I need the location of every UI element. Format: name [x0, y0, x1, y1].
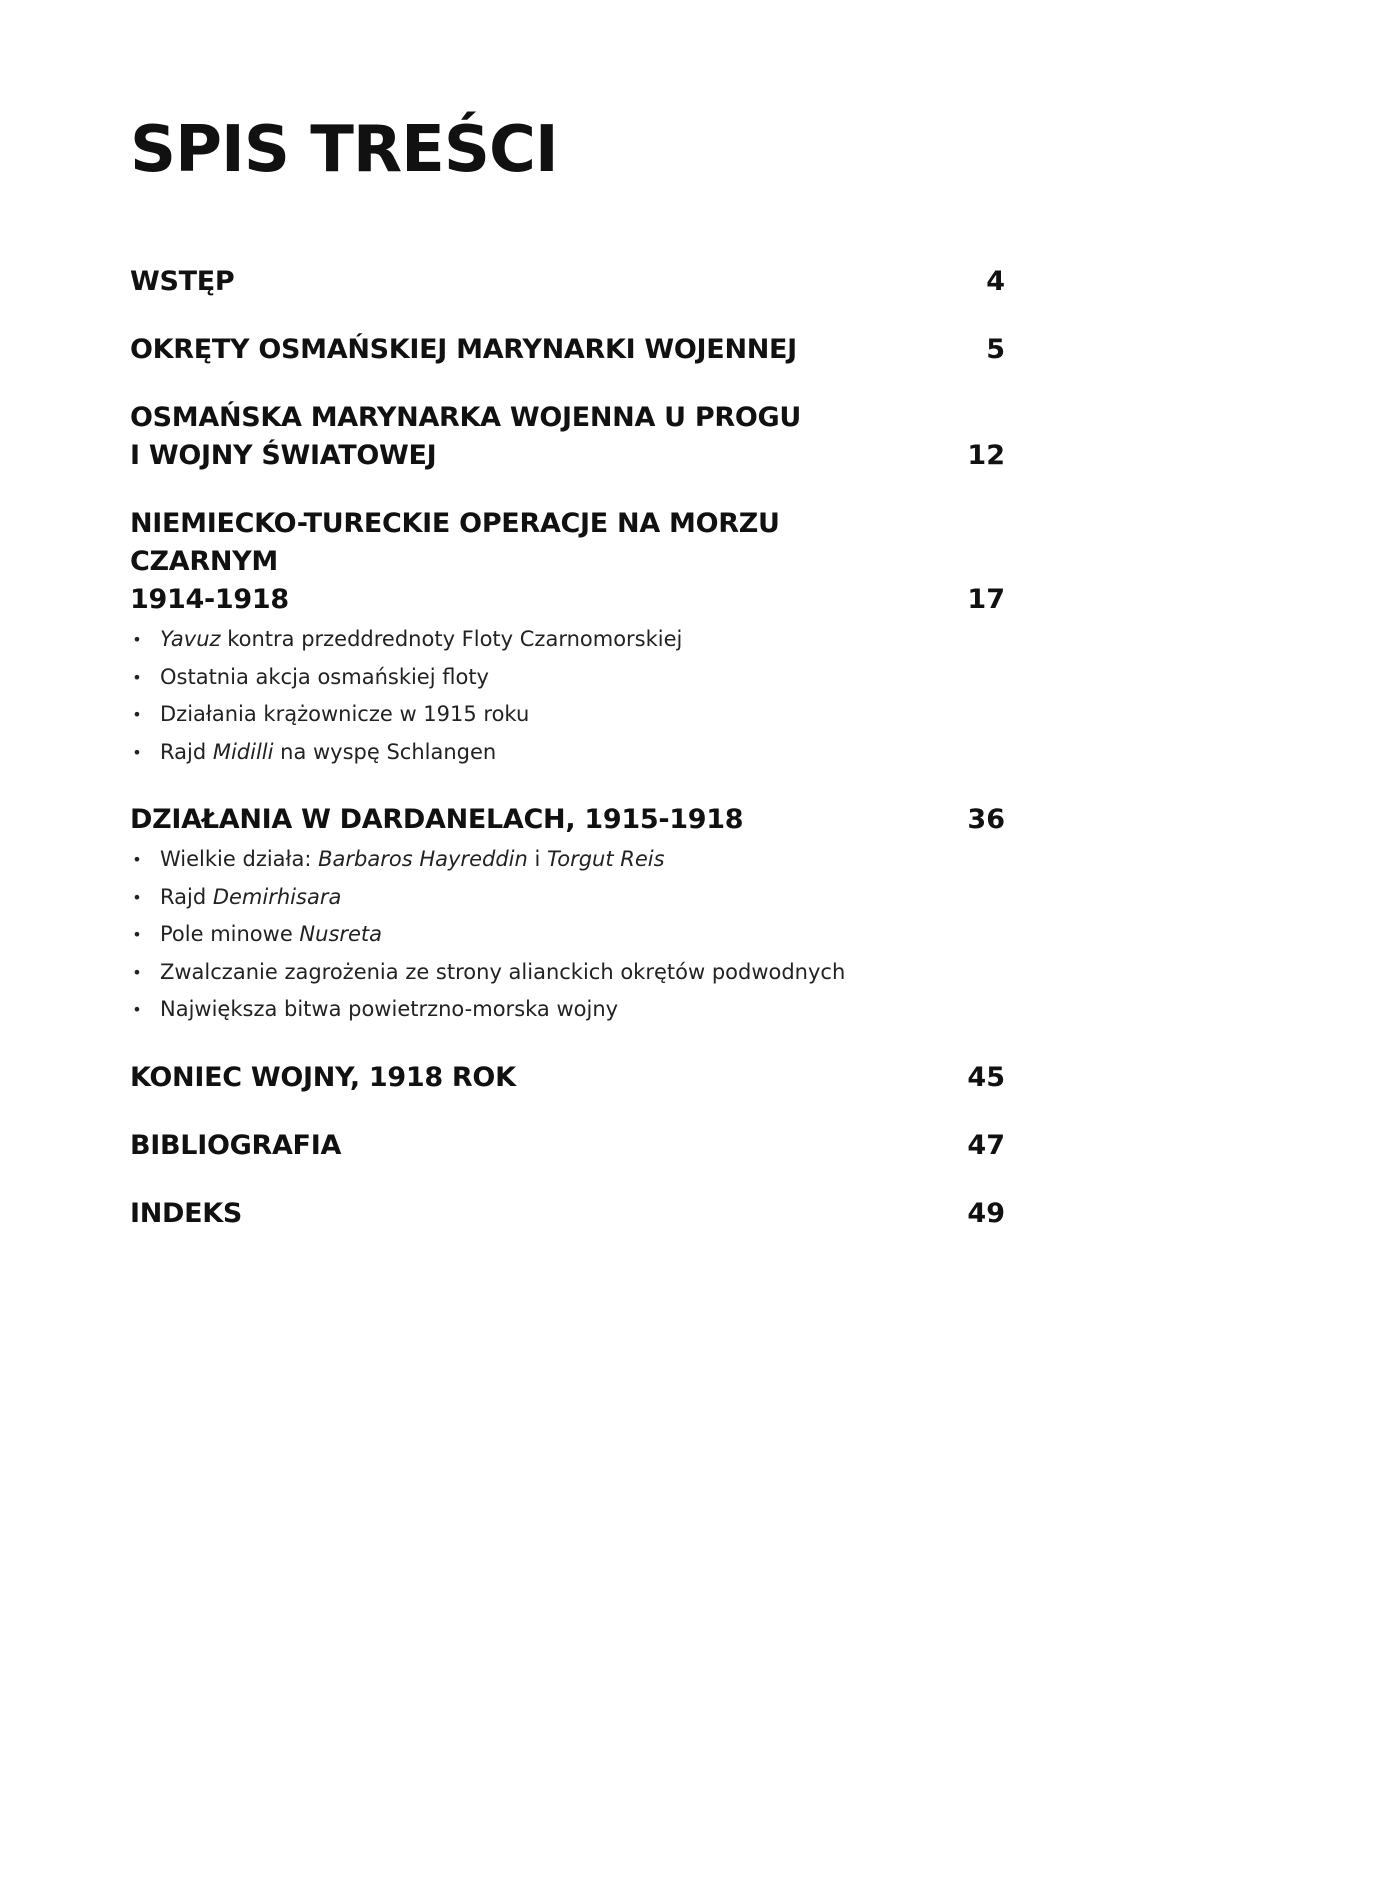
toc-entry-title: DZIAŁANIA W DARDANELACH, 1915-1918 [130, 804, 744, 835]
subsection-text: Rajd [160, 739, 213, 764]
bullet-icon: • [132, 850, 142, 869]
toc-subsection-item[interactable] [130, 879, 1005, 917]
toc-entry-wstep[interactable] [130, 263, 1005, 301]
bullet-icon: • [132, 630, 142, 649]
toc-entry-title: OSMAŃSKA MARYNARKA WOJENNA U PROGU I WOJNY ŚWIATOWEJ [130, 402, 802, 471]
toc-subsection-item[interactable] [130, 991, 1005, 1029]
toc-entry-bibliografia[interactable] [130, 1127, 1005, 1165]
bullet-icon: • [132, 1000, 142, 1019]
toc-entry-row [130, 263, 1005, 301]
toc-entry-row [130, 399, 1005, 475]
toc-subsection-item[interactable] [130, 621, 1005, 659]
bullet-icon: • [132, 667, 142, 687]
toc-entry-row [130, 1127, 1005, 1165]
toc-subsection-list [130, 841, 1005, 1029]
subsection-text: Rajd [160, 884, 213, 909]
toc-entry-row [130, 331, 1005, 369]
toc-entry-title: BIBLIOGRAFIA [130, 1129, 342, 1161]
subsection-text: i [527, 847, 547, 871]
toc-entry-indeks[interactable] [130, 1195, 1005, 1233]
toc-entry-page: 5 [986, 334, 1005, 365]
subsection-text: Działania krążownicze w 1915 roku [160, 702, 530, 726]
bullet-icon: • [132, 742, 142, 762]
ship-name: Yavuz [160, 627, 221, 651]
toc-entry-row [130, 801, 1005, 839]
toc-subsection-item[interactable] [130, 916, 1005, 954]
page-title: SPIS TREŚCI [130, 113, 558, 187]
toc-entry-page: 4 [986, 266, 1005, 297]
toc-subsection-item[interactable] [130, 841, 1005, 879]
bullet-icon: • [132, 887, 142, 907]
bullet-icon: • [132, 925, 142, 944]
toc-entry-page: 49 [967, 1197, 1005, 1229]
ship-name: Torgut Reis [546, 847, 665, 871]
toc-entry-dardanele[interactable] [130, 801, 1005, 1029]
toc-subsection-item[interactable] [130, 734, 1005, 772]
toc-entry-page: 12 [967, 440, 1005, 471]
subsection-text: Wielkie działa: [160, 847, 319, 871]
toc-entry-row [130, 1059, 1005, 1097]
ship-name: Nusreta [299, 922, 383, 946]
subsection-text: Ostatnia akcja osmańskiej floty [160, 664, 489, 689]
bullet-icon: • [132, 705, 142, 724]
toc-entry-page: 47 [967, 1129, 1005, 1161]
toc-entry-u-progu[interactable] [130, 399, 1005, 475]
table-of-contents [130, 263, 1005, 1233]
ship-name: Midilli [212, 739, 274, 764]
toc-entry-title: NIEMIECKO-TURECKIE OPERACJE NA MORZU CZARNYM 1914-1918 [130, 508, 780, 615]
toc-entry-title: WSTĘP [130, 266, 235, 297]
ship-name: Barbaros Hayreddin [318, 847, 528, 871]
toc-subsection-item[interactable] [130, 696, 1005, 734]
toc-entry-title: INDEKS [130, 1197, 243, 1229]
subsection-text: na wyspę Schlangen [273, 739, 497, 764]
toc-subsection-item[interactable] [130, 954, 1005, 992]
toc-entry-okrety[interactable] [130, 331, 1005, 369]
toc-entry-koniec-wojny[interactable] [130, 1059, 1005, 1097]
ship-name: Demirhisara [212, 884, 342, 909]
toc-entry-title: OKRĘTY OSMAŃSKIEJ MARYNARKI WOJENNEJ [130, 334, 797, 365]
toc-entry-title: KONIEC WOJNY, 1918 ROK [130, 1061, 516, 1093]
subsection-text: Największa bitwa powietrzno-morska wojny [160, 997, 619, 1021]
toc-entry-page: 36 [967, 804, 1005, 835]
bullet-icon: • [132, 962, 142, 982]
toc-entry-row [130, 1195, 1005, 1233]
toc-subsection-item[interactable] [130, 659, 1005, 697]
toc-entry-morze-czarne[interactable] [130, 505, 1005, 771]
subsection-text: Zwalczanie zagrożenia ze strony alianckich okrętów podwodnych [160, 959, 846, 984]
toc-entry-page: 45 [967, 1061, 1005, 1093]
subsection-text: kontra przeddrednoty Floty Czarnomorskiej [220, 627, 683, 651]
toc-subsection-list [130, 621, 1005, 771]
subsection-text: Pole minowe [160, 922, 300, 946]
toc-entry-page: 17 [967, 584, 1005, 615]
toc-entry-row [130, 505, 1005, 619]
